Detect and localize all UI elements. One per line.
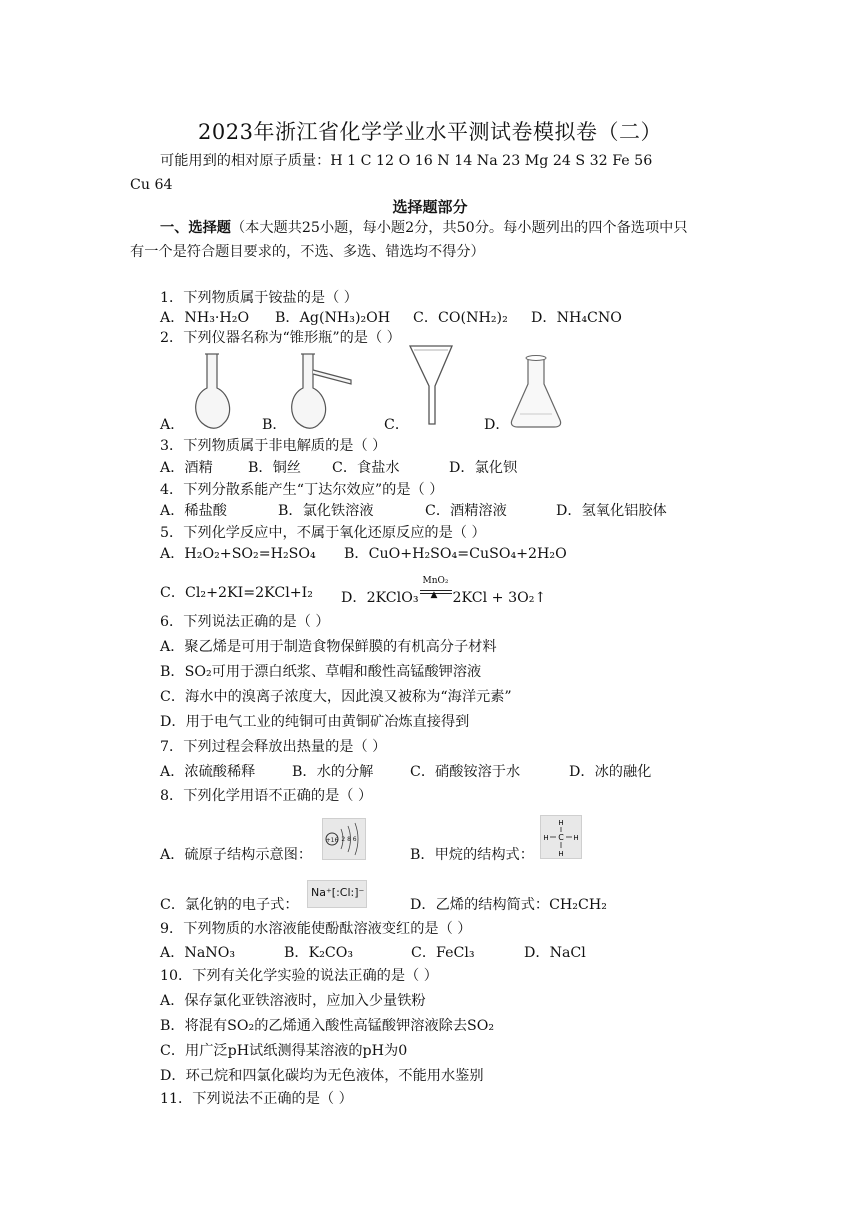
q1-option-b: B．Ag(NH₃)₂OH (275, 310, 391, 326)
sulfur-atom-diagram (322, 818, 366, 860)
page-title: 2023年浙江省化学学业水平测试卷模拟卷（二） (198, 120, 662, 144)
methane-h-left: H (543, 834, 549, 842)
section1-intro (160, 219, 688, 237)
atomic-masses-line2: Cu 64 (130, 177, 173, 193)
q2-option-c: C． (384, 417, 410, 433)
q5-option-d (341, 576, 547, 607)
methane-h-right: H (573, 834, 579, 842)
atomic-masses-line1: 可能用到的相对原子质量：H 1 C 12 O 16 N 14 Na 23 Mg 24 S 32 Fe 56 (160, 153, 653, 169)
q8-option-b: B．甲烷的结构式： (410, 847, 534, 863)
q6-option-b: B．SO₂可用于漂白纸浆、草帽和酸性高锰酸钾溶液 (160, 664, 482, 680)
nacl-electron-formula (307, 880, 367, 908)
q5-option-b: B．CuO+H₂SO₄=CuSO₄+2H₂O (344, 546, 567, 562)
q10-stem: 10．下列有关化学实验的说法正确的是（ ） (160, 968, 438, 984)
q6-option-c: C．海水中的溴离子浓度大，因此溴又被称为“海洋元素” (160, 689, 512, 705)
q7-option-a: A．浓硫酸稀释 (160, 764, 256, 780)
q5-option-a: A．H₂O₂+SO₂=H₂SO₄ (160, 546, 316, 562)
q4-option-d: D．氢氧化铝胶体 (556, 503, 667, 519)
q3-option-d: D．氯化钡 (449, 460, 518, 476)
q8-option-d: D．乙烯的结构简式：CH₂CH₂ (410, 897, 607, 913)
q10-option-a: A．保存氯化亚铁溶液时，应加入少量铁粉 (160, 993, 426, 1009)
q4-option-b: B．氯化铁溶液 (278, 503, 374, 519)
q5-stem: 5．下列化学反应中，不属于氧化还原反应的是（ ） (160, 525, 486, 541)
q4-option-a: A．稀盐酸 (160, 503, 227, 519)
methane-h-top: H (558, 819, 564, 827)
q3-option-b: B．铜丝 (248, 460, 301, 476)
q8-option-c: C．氯化钠的电子式： (160, 897, 299, 913)
q2-option-b: B． (262, 417, 287, 433)
q9-option-b: B．K₂CO₃ (284, 945, 354, 961)
q1-option-d: D．NH₄CNO (531, 310, 622, 326)
q10-option-b: B．将混有SO₂的乙烯通入酸性高锰酸钾溶液除去SO₂ (160, 1018, 495, 1034)
q5-d-products: 2KCl + 3O₂↑ (452, 590, 547, 606)
q5-d-reactant: D．2KClO₃ (341, 590, 419, 606)
q6-option-a: A．聚乙烯是可用于制造食物保鲜膜的有机高分子材料 (160, 639, 497, 655)
q7-option-c: C．硝酸铵溶于水 (410, 764, 521, 780)
q2-option-d: D． (484, 417, 510, 433)
q1-stem: 1．下列物质属于铵盐的是（ ） (160, 290, 358, 306)
section-title: 选择题部分 (392, 198, 468, 216)
heat-triangle-icon: ▲ (430, 590, 438, 600)
catalyst-label: MnO₂ (422, 576, 449, 586)
sulfur-nucleus-label: +16 (325, 837, 339, 844)
q9-option-d: D．NaCl (524, 945, 586, 961)
round-bottom-flask-icon (188, 352, 236, 432)
q8-stem: 8．下列化学用语不正确的是（ ） (160, 788, 373, 804)
q6-stem: 6．下列说法正确的是（ ） (160, 614, 330, 630)
q7-option-b: B．水的分解 (292, 764, 374, 780)
methane-c: C (558, 833, 564, 842)
q9-option-a: A．NaNO₃ (160, 945, 236, 961)
section1-heading: 一、选择题 (160, 220, 231, 236)
funnel-icon (408, 344, 456, 426)
q9-stem: 9．下列物质的水溶液能使酚酞溶液变红的是（ ） (160, 921, 472, 937)
q1-option-a: A．NH₃·H₂O (160, 310, 250, 326)
q8-option-a: A．硫原子结构示意图： (160, 847, 313, 863)
q7-stem: 7．下列过程会释放出热量的是（ ） (160, 739, 387, 755)
q3-stem: 3．下列物质属于非电解质的是（ ） (160, 438, 387, 454)
distillation-flask-icon (285, 352, 357, 432)
q4-option-c: C．酒精溶液 (425, 503, 507, 519)
q3-option-a: A．酒精 (160, 460, 213, 476)
q2-option-a: A． (160, 417, 185, 433)
q10-option-c: C．用广泛pH试纸测得某溶液的pH为0 (160, 1043, 408, 1059)
methane-structural-formula (540, 815, 582, 859)
section1-desc2: 有一个是符合题目要求的，不选、多选、错选均不得分） (130, 244, 485, 260)
q7-option-d: D．冰的融化 (569, 764, 652, 780)
methane-h-bottom: H (558, 850, 564, 858)
erlenmeyer-flask-icon (508, 354, 564, 430)
q10-option-d: D．环己烷和四氯化碳均为无色液体，不能用水鉴别 (160, 1068, 484, 1084)
q9-option-c: C．FeCl₃ (411, 945, 475, 961)
reaction-arrow (419, 576, 453, 602)
q4-stem: 4．下列分散系能产生“丁达尔效应”的是（ ） (160, 482, 444, 498)
nacl-electron-text: Na⁺[:Cl:]⁻ (311, 886, 365, 899)
q3-option-c: C．食盐水 (332, 460, 400, 476)
sulfur-shell-electrons: 2 8 6 (341, 836, 357, 843)
q11-stem: 11．下列说法不正确的是（ ） (160, 1091, 353, 1107)
q5-option-c: C．Cl₂+2KI=2KCl+I₂ (160, 585, 313, 601)
q6-option-d: D．用于电气工业的纯铜可由黄铜矿冶炼直接得到 (160, 714, 470, 730)
q2-stem: 2．下列仪器名称为“锥形瓶”的是（ ） (160, 330, 401, 346)
q1-option-c: C．CO(NH₂)₂ (413, 310, 508, 326)
section1-desc1: （本大题共25小题，每小题2分，共50分。每小题列出的四个备选项中只 (230, 220, 688, 236)
